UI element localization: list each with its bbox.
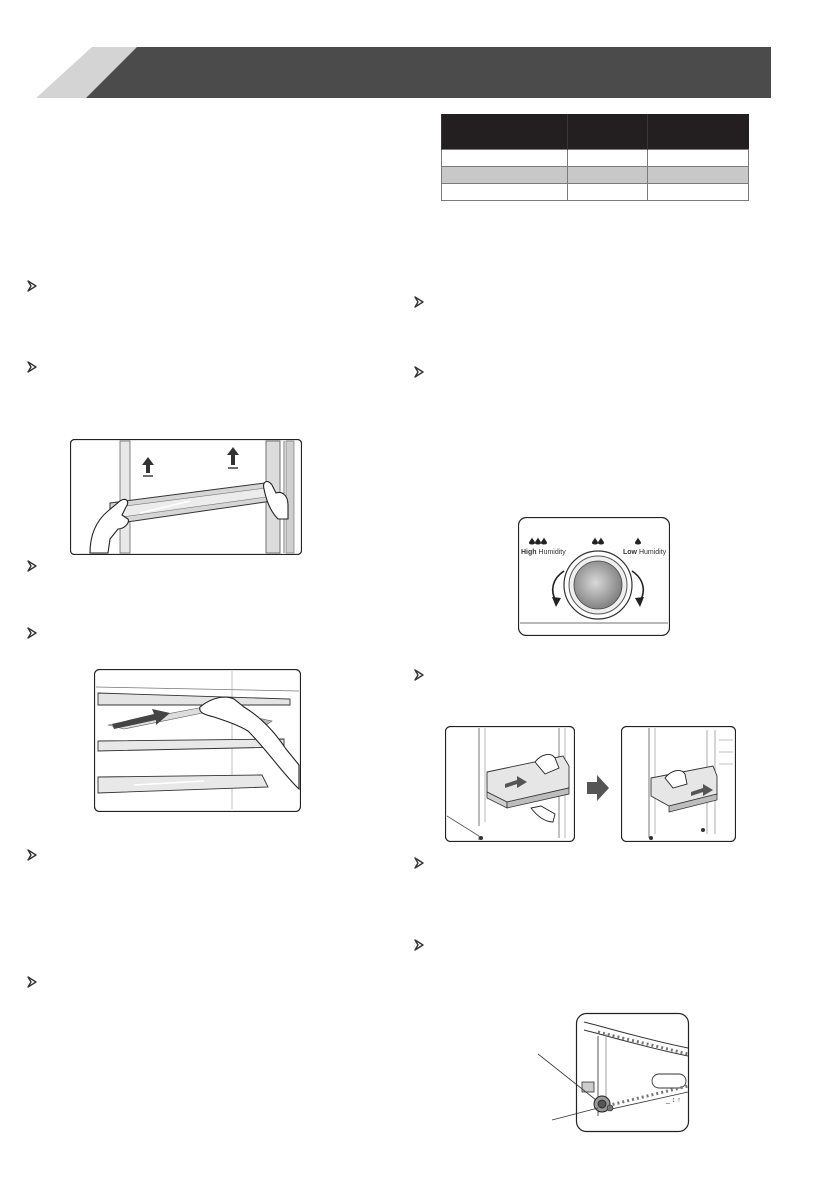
high-humidity-label-bold: High bbox=[521, 549, 537, 556]
bullet-chevron-icon bbox=[26, 280, 38, 292]
bullet-chevron-icon bbox=[26, 976, 38, 988]
low-humidity-label-bold: Low bbox=[623, 549, 637, 556]
bullet-chevron-icon bbox=[413, 669, 425, 681]
page-header-band bbox=[0, 0, 816, 110]
high-humidity-label: Humidity bbox=[538, 549, 566, 556]
table-cell bbox=[442, 167, 568, 184]
table-cell bbox=[568, 184, 648, 201]
humidity-settings-table bbox=[441, 114, 749, 201]
table-row bbox=[442, 167, 749, 184]
low-humidity-label: Humidity bbox=[638, 549, 667, 556]
svg-text:High Humidity bbox=[521, 549, 566, 556]
drawer-rail-detail-illustration bbox=[538, 1012, 693, 1134]
bullet-chevron-icon bbox=[26, 361, 38, 373]
table-row bbox=[442, 150, 749, 167]
bullet-chevron-icon bbox=[26, 627, 38, 639]
table-cell bbox=[568, 167, 648, 184]
door-shelf-removal-illustration bbox=[70, 439, 302, 555]
table-cell bbox=[442, 150, 568, 167]
bullet-chevron-icon bbox=[413, 857, 425, 869]
table-cell bbox=[648, 167, 749, 184]
bullet-chevron-icon bbox=[413, 366, 425, 378]
drawer-removal-illustration-step2 bbox=[621, 726, 736, 842]
table-cell bbox=[648, 150, 749, 167]
bullet-chevron-icon bbox=[26, 849, 38, 861]
table-header-cell bbox=[442, 114, 568, 150]
glass-shelf-insert-illustration bbox=[94, 669, 301, 812]
drawer-removal-illustration-step1 bbox=[445, 726, 575, 842]
table-cell bbox=[442, 184, 568, 201]
table-header-cell bbox=[648, 114, 749, 150]
arrow-right-icon bbox=[587, 775, 609, 801]
table-header-row bbox=[442, 114, 749, 150]
bullet-chevron-icon bbox=[413, 296, 425, 308]
svg-text:Low Humidity bbox=[623, 549, 667, 556]
humidity-control-dial-illustration bbox=[518, 517, 670, 636]
bullet-chevron-icon bbox=[26, 560, 38, 572]
svg-text:_ ↕ ↑: _ ↕ ↑ bbox=[666, 1097, 681, 1104]
table-row bbox=[442, 184, 749, 201]
table-cell bbox=[648, 184, 749, 201]
bullet-chevron-icon bbox=[413, 939, 425, 951]
table-header-cell bbox=[568, 114, 648, 150]
table-cell bbox=[568, 150, 648, 167]
